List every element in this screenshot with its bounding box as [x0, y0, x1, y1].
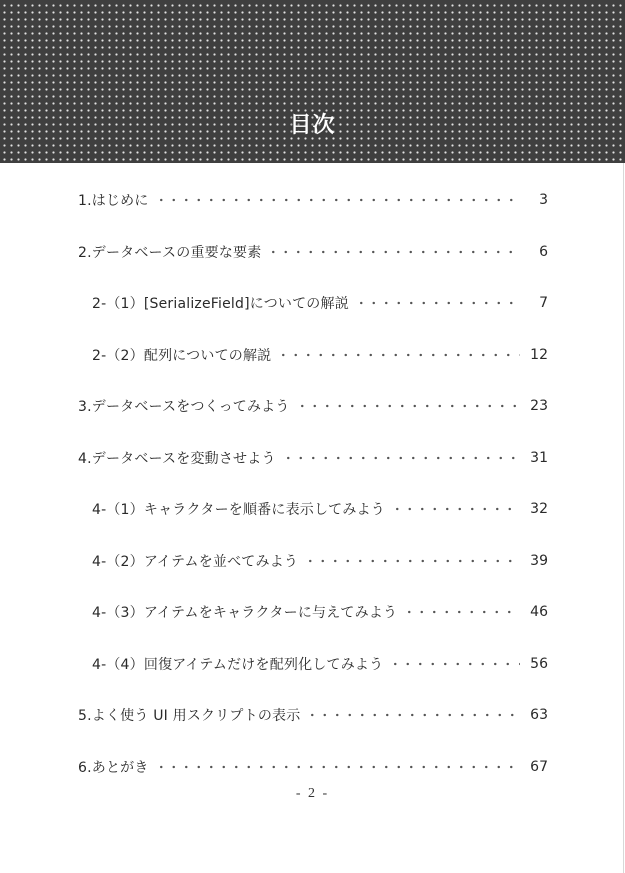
toc-entry-label: 4-（3）アイテムをキャラクターに与えてみよう: [92, 605, 398, 621]
toc-entry-afterword[interactable]: [78, 757, 548, 777]
toc-entry-serializefield[interactable]: [92, 293, 548, 313]
toc-entry-page: 7: [539, 295, 548, 311]
toc-dot-leader: [304, 551, 520, 571]
page-number: - 2 -: [295, 786, 330, 801]
toc-entry-build-database[interactable]: [78, 396, 548, 416]
toc-entry-label: 5.よく使う UI 用スクリプトの表示: [78, 708, 301, 724]
toc-entry-label: 4-（4）回復アイテムだけを配列化してみよう: [92, 657, 384, 673]
toc-entry-database-elements[interactable]: [78, 242, 548, 262]
toc-dot-leader: [155, 757, 520, 777]
toc-entry-label: 1.はじめに: [78, 193, 149, 209]
toc-entry-page: 3: [539, 192, 548, 208]
toc-entry-page: 67: [530, 759, 548, 775]
toc-entry-page: 32: [530, 501, 548, 517]
toc-entry-label: 6.あとがき: [78, 760, 149, 776]
toc-entry-line-up-items[interactable]: [92, 551, 548, 571]
toc-dot-leader: [391, 499, 520, 519]
toc-dot-leader: [296, 396, 520, 416]
toc-entry-label: 2-（2）配列についての解説: [92, 348, 272, 364]
toc-entry-page: 63: [530, 707, 548, 723]
toc-dot-leader: [155, 190, 520, 210]
toc-entry-show-characters[interactable]: [92, 499, 548, 519]
toc-entry-page: 12: [530, 347, 548, 363]
toc-entry-label: 3.データベースをつくってみよう: [78, 399, 290, 415]
toc-entry-page: 6: [539, 244, 548, 260]
toc-entry-recovery-items-array[interactable]: [92, 654, 548, 674]
toc-entry-ui-scripts[interactable]: [78, 705, 548, 725]
toc-entry-vary-database[interactable]: [78, 448, 548, 468]
toc-dot-leader: [267, 242, 520, 262]
toc-dot-leader: [282, 448, 520, 468]
toc-entry-give-items[interactable]: [92, 602, 548, 622]
toc-entry-label: 2-（1）[SerializeField]についての解説: [92, 296, 349, 312]
toc-entry-label: 2.データベースの重要な要素: [78, 245, 262, 261]
toc-dot-leader: [389, 654, 520, 674]
toc-entry-page: 46: [530, 604, 548, 620]
toc-entry-introduction[interactable]: [78, 190, 548, 210]
toc-entry-page: 23: [530, 398, 548, 414]
page-edge-line: [623, 163, 624, 873]
toc-entry-arrays[interactable]: [92, 345, 548, 365]
toc-entry-label: 4-（1）キャラクターを順番に表示してみよう: [92, 502, 385, 518]
toc-entry-page: 56: [530, 656, 548, 672]
toc-entry-page: 31: [530, 450, 548, 466]
toc-dot-leader: [403, 602, 520, 622]
page-title: 目次: [289, 113, 336, 138]
toc-entry-label: 4-（2）アイテムを並べてみよう: [92, 554, 299, 570]
toc-dot-leader: [306, 705, 520, 725]
toc-dot-leader: [277, 345, 520, 365]
toc-dot-leader: [355, 293, 520, 313]
toc-entry-page: 39: [530, 553, 548, 569]
toc-entry-label: 4.データベースを変動させよう: [78, 451, 276, 467]
